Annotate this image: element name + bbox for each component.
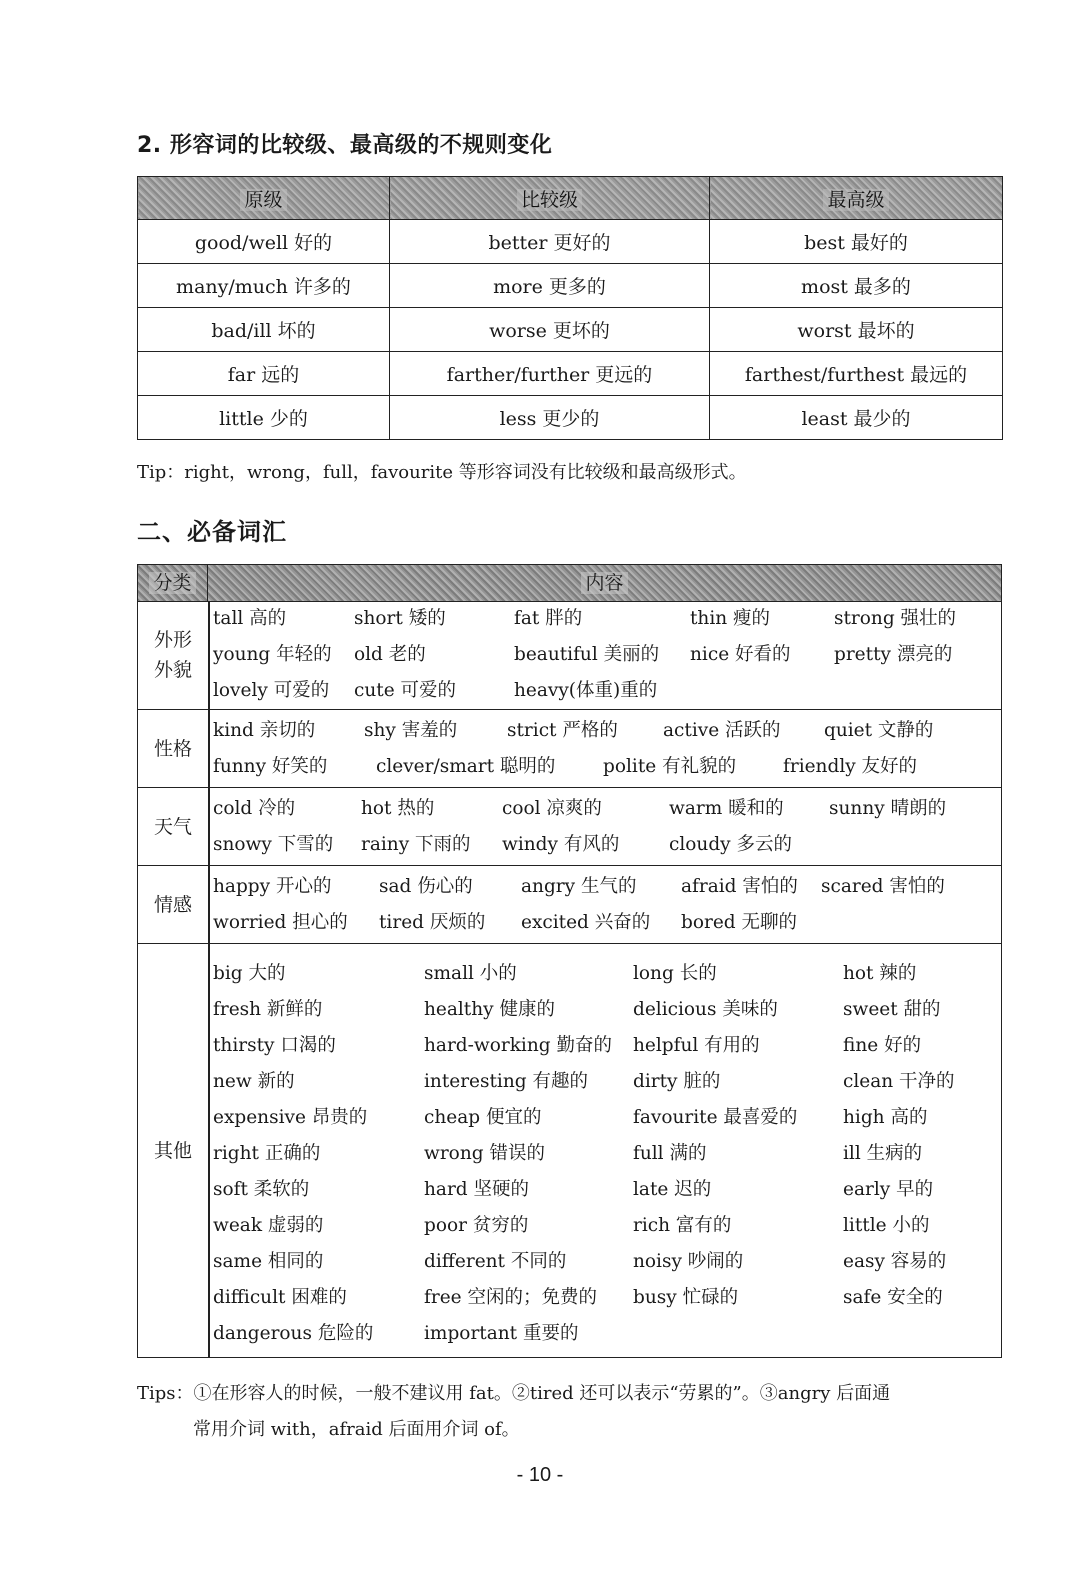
vocab-row-emotion <box>138 866 1001 944</box>
word-item: cold 冷的 <box>213 798 296 819</box>
table-header-row <box>138 177 1003 220</box>
word-item: long 长的 <box>633 963 717 984</box>
word-item: warm 暖和的 <box>669 798 784 819</box>
word-item: late 迟的 <box>633 1179 712 1200</box>
word-item: sad 伤心的 <box>379 876 473 897</box>
word-item: full 满的 <box>633 1143 707 1164</box>
vocab-line <box>138 1028 1001 1064</box>
cell-comparative: worse 更坏的 <box>390 308 710 352</box>
word-item: weak 虚弱的 <box>213 1215 324 1236</box>
cell-positive: bad/ill 坏的 <box>138 308 390 352</box>
vocab-line <box>138 1064 1001 1100</box>
word-item: cheap 便宜的 <box>424 1107 542 1128</box>
word-item: lovely 可爱的 <box>213 680 330 701</box>
cell-positive: far 远的 <box>138 352 390 396</box>
word-item: happy 开心的 <box>213 876 332 897</box>
word-item: same 相同的 <box>213 1251 324 1272</box>
word-item: big 大的 <box>213 963 286 984</box>
word-item: tall 高的 <box>213 608 287 629</box>
word-item: busy 忙碌的 <box>633 1287 739 1308</box>
word-item: sweet 甜的 <box>843 999 941 1020</box>
word-item: ill 生病的 <box>843 1143 923 1164</box>
category-label: 性格 <box>153 737 192 760</box>
word-item: strict 严格的 <box>507 720 618 741</box>
word-item: strong 强壮的 <box>834 608 957 629</box>
tips-line-2: 常用介词 with，afraid 后面用介词 of。 <box>193 1419 520 1440</box>
word-item: delicious 美味的 <box>633 999 778 1020</box>
category-label: 其他 <box>153 1140 192 1162</box>
word-item: thirsty 口渴的 <box>213 1035 336 1056</box>
word-item: small 小的 <box>424 963 517 984</box>
word-item: heavy(体重)重的 <box>514 680 658 701</box>
cell-comparative: better 更好的 <box>390 220 710 264</box>
cell-superlative: best 最好的 <box>710 220 1003 264</box>
word-item: poor 贫穷的 <box>424 1215 529 1236</box>
word-item: safe 安全的 <box>843 1287 943 1308</box>
word-item: shy 害羞的 <box>364 720 458 741</box>
table-row <box>138 396 1003 440</box>
irregular-comparison-table <box>137 176 1003 440</box>
vocab-line <box>138 1244 1001 1280</box>
word-item: hard-working 勤奋的 <box>424 1035 612 1056</box>
vocab-line <box>138 601 1001 637</box>
vocab-line <box>138 791 1001 827</box>
vocab-line <box>138 1280 1001 1316</box>
word-item: hot 热的 <box>361 798 435 819</box>
vocab-row-appearance <box>138 601 1001 710</box>
vocab-line <box>138 1316 1001 1352</box>
vocab-row-weather <box>138 788 1001 866</box>
word-item: expensive 昂贵的 <box>213 1107 368 1128</box>
word-item: early 早的 <box>843 1179 934 1200</box>
vocab-line <box>138 1100 1001 1136</box>
header-superlative: 最高级 <box>710 177 1003 220</box>
word-item: free 空闲的；免费的 <box>424 1287 597 1308</box>
cell-superlative: farthest/furthest 最远的 <box>710 352 1003 396</box>
table-row <box>138 220 1003 264</box>
word-item: young 年轻的 <box>213 644 332 665</box>
word-item: noisy 吵闹的 <box>633 1251 744 1272</box>
word-item: nice 好看的 <box>690 644 791 665</box>
category-label: 情感 <box>153 893 192 916</box>
cell-superlative: worst 最坏的 <box>710 308 1003 352</box>
cell-positive: little 少的 <box>138 396 390 440</box>
word-item: healthy 健康的 <box>424 999 555 1020</box>
word-item: sunny 晴朗的 <box>829 798 947 819</box>
word-item: polite 有礼貌的 <box>603 756 737 777</box>
header-content: 内容 <box>208 565 1001 601</box>
word-item: right 正确的 <box>213 1143 321 1164</box>
word-item: angry 生气的 <box>521 876 637 897</box>
cell-superlative: most 最多的 <box>710 264 1003 308</box>
word-item: worried 担心的 <box>213 912 348 933</box>
word-item: friendly 友好的 <box>783 756 918 777</box>
word-item: quiet 文静的 <box>824 720 934 741</box>
vocab-line <box>138 956 1001 992</box>
page-number: - 10 - <box>516 1464 564 1486</box>
word-item: fine 好的 <box>843 1035 922 1056</box>
word-item: interesting 有趣的 <box>424 1071 588 1092</box>
vocab-line <box>138 869 1001 905</box>
cell-superlative: least 最少的 <box>710 396 1003 440</box>
vocab-line <box>138 637 1001 673</box>
word-item: thin 瘦的 <box>690 608 771 629</box>
vocabulary-table <box>137 564 1002 1358</box>
word-item: favourite 最喜爱的 <box>633 1107 798 1128</box>
word-item: hard 坚硬的 <box>424 1179 530 1200</box>
word-item: kind 亲切的 <box>213 720 316 741</box>
word-item: fresh 新鲜的 <box>213 999 323 1020</box>
header-category: 分类 <box>138 565 208 601</box>
word-item: different 不同的 <box>424 1251 567 1272</box>
vocab-line <box>138 992 1001 1028</box>
word-item: short 矮的 <box>354 608 446 629</box>
vocab-line <box>138 905 1001 941</box>
vocab-row-personality <box>138 710 1001 788</box>
word-item: pretty 漂亮的 <box>834 644 953 665</box>
word-item: clean 干净的 <box>843 1071 955 1092</box>
tips-line-1: Tips：①在形容人的时候，一般不建议用 fat。②tired 还可以表示“劳累的”。③angry 后面通 <box>137 1383 891 1404</box>
word-item: important 重要的 <box>424 1323 579 1344</box>
word-item: soft 柔软的 <box>213 1179 310 1200</box>
word-item: bored 无聊的 <box>681 912 797 933</box>
vocab-line <box>138 1136 1001 1172</box>
vocab-row-other <box>138 944 1001 1358</box>
category-label: 天气 <box>153 815 192 838</box>
word-item: high 高的 <box>843 1107 928 1128</box>
word-item: difficult 困难的 <box>213 1287 347 1308</box>
word-item: clever/smart 聪明的 <box>376 756 556 777</box>
section-title-vocabulary: 二、必备词汇 <box>137 518 287 546</box>
word-item: cloudy 多云的 <box>669 834 793 855</box>
word-item: helpful 有用的 <box>633 1035 760 1056</box>
vocab-line <box>138 673 1001 709</box>
vocab-line <box>138 1172 1001 1208</box>
word-item: excited 兴奋的 <box>521 912 651 933</box>
comparison-tip: Tip：right，wrong，full，favourite 等形容词没有比较级和最高级形式。 <box>137 462 747 483</box>
vocabulary-tips <box>137 1376 1007 1448</box>
cell-comparative: farther/further 更远的 <box>390 352 710 396</box>
word-item: cute 可爱的 <box>354 680 457 701</box>
category-label: 外形外貌 <box>153 629 192 681</box>
word-item: cool 凉爽的 <box>502 798 602 819</box>
vocab-line <box>138 1208 1001 1244</box>
word-item: hot 辣的 <box>843 963 917 984</box>
word-item: beautiful 美丽的 <box>514 644 660 665</box>
word-item: little 小的 <box>843 1215 930 1236</box>
vocab-line <box>138 713 1001 749</box>
cell-comparative: more 更多的 <box>390 264 710 308</box>
word-item: windy 有风的 <box>502 834 620 855</box>
word-item: afraid 害怕的 <box>681 876 798 897</box>
vocab-line <box>138 827 1001 863</box>
table-row <box>138 308 1003 352</box>
word-item: old 老的 <box>354 644 426 665</box>
table-row <box>138 264 1003 308</box>
header-comparative: 比较级 <box>390 177 710 220</box>
table-row <box>138 352 1003 396</box>
word-item: wrong 错误的 <box>424 1143 545 1164</box>
word-item: snowy 下雪的 <box>213 834 334 855</box>
cell-comparative: less 更少的 <box>390 396 710 440</box>
word-item: new 新的 <box>213 1071 295 1092</box>
word-item: fat 胖的 <box>514 608 583 629</box>
word-item: scared 害怕的 <box>821 876 945 897</box>
word-item: funny 好笑的 <box>213 756 328 777</box>
section-title-irregular-comparison: 2. 形容词的比较级、最高级的不规则变化 <box>137 133 553 158</box>
word-item: rich 富有的 <box>633 1215 732 1236</box>
header-positive: 原级 <box>138 177 390 220</box>
word-item: dirty 脏的 <box>633 1071 721 1092</box>
word-item: dangerous 危险的 <box>213 1323 374 1344</box>
word-item: easy 容易的 <box>843 1251 947 1272</box>
word-item: rainy 下雨的 <box>361 834 471 855</box>
word-item: active 活跃的 <box>663 720 781 741</box>
word-item: tired 厌烦的 <box>379 912 486 933</box>
cell-positive: many/much 许多的 <box>138 264 390 308</box>
vocabulary-table-header <box>138 565 1001 602</box>
cell-positive: good/well 好的 <box>138 220 390 264</box>
vocab-line <box>138 749 1001 785</box>
